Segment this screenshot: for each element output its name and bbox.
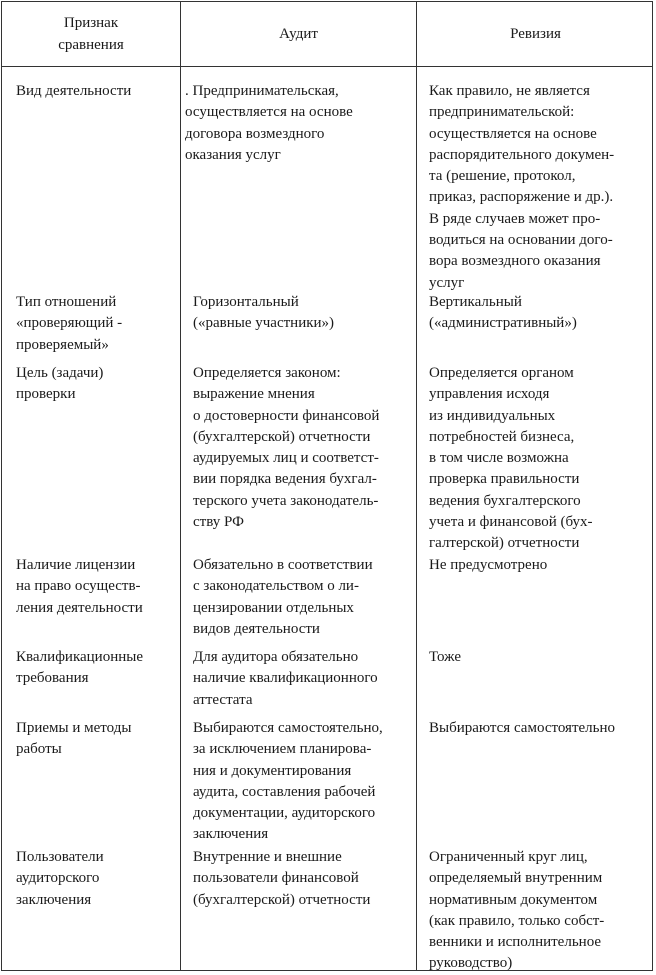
- row-audit: Внутренние и внешние пользователи финансовой (бухгалтерской) отчетности: [193, 849, 371, 908]
- row-audit: . Предпринимательская, осуществляется на основе договора возмездного оказания услуг: [185, 83, 353, 163]
- row-audit: Горизонтальный («равные участники»): [193, 294, 335, 332]
- comparison-table: [1, 1, 653, 971]
- row-revision: Определяется органом управления исходя из индивидуальных потребностей бизнеса, в том числе возможна проверка правильности ведения бухгалтерского учета и финансовой (бух- галтерской) отчетности: [429, 365, 593, 552]
- row-revision: Выбираются самостоятельно: [429, 720, 616, 736]
- row-feature: Приемы и методы работы: [16, 720, 132, 758]
- row-feature: Квалификационные требования: [16, 649, 144, 687]
- header-audit-label: Аудит: [279, 26, 318, 42]
- row-revision: Как правило, не является предпринимательской: осуществляется на основе распорядительного докумен- та (решение, протокол, приказ, распоряжение и др.). В ряде случаев может про- водиться на основании дого- вора возмездного оказания услуг: [429, 83, 615, 291]
- header-audit: [181, 2, 416, 66]
- row-feature: Пользователи аудиторского заключения: [16, 849, 104, 908]
- row-revision: Не предусмотрено: [429, 557, 548, 573]
- row-revision: Тоже: [429, 649, 461, 665]
- row-revision: Вертикальный («административный»): [429, 294, 577, 332]
- row-audit: Выбираются самостоятельно, за исключением планирова- ния и документирования аудита, составления рабочей документации, аудиторского заключения: [193, 720, 383, 843]
- header-feature-label: Признак сравнения: [58, 15, 124, 53]
- header-revision-label: Ревизия: [510, 26, 561, 42]
- row-feature: Наличие лицензии на право осуществ- ления деятельности: [16, 557, 143, 616]
- header-divider: [2, 66, 652, 67]
- column-divider: [416, 2, 417, 970]
- row-audit: Для аудитора обязательно наличие квалификационного аттестата: [193, 649, 378, 708]
- header-feature: [2, 2, 180, 66]
- row-feature: Цель (задачи) проверки: [16, 365, 104, 403]
- header-revision: [417, 2, 654, 66]
- row-audit: Обязательно в соответствии с законодательством о ли- цензировании отдельных видов деятельности: [193, 557, 373, 637]
- row-audit: Определяется законом: выражение мнения о достоверности финансовой (бухгалтерской) отчетности аудируемых лиц и соответст- вии порядка ведения бухгал- терского учета законодатель- ству РФ: [193, 365, 380, 531]
- row-feature: Вид деятельности: [16, 83, 132, 99]
- row-feature: Тип отношений «проверяющий - проверяемый»: [16, 294, 123, 353]
- column-divider: [180, 2, 181, 970]
- row-revision: Ограниченный круг лиц, определяемый внутренним нормативным документом (как правило, только собст- венники и исполнительное руководство): [429, 849, 605, 972]
